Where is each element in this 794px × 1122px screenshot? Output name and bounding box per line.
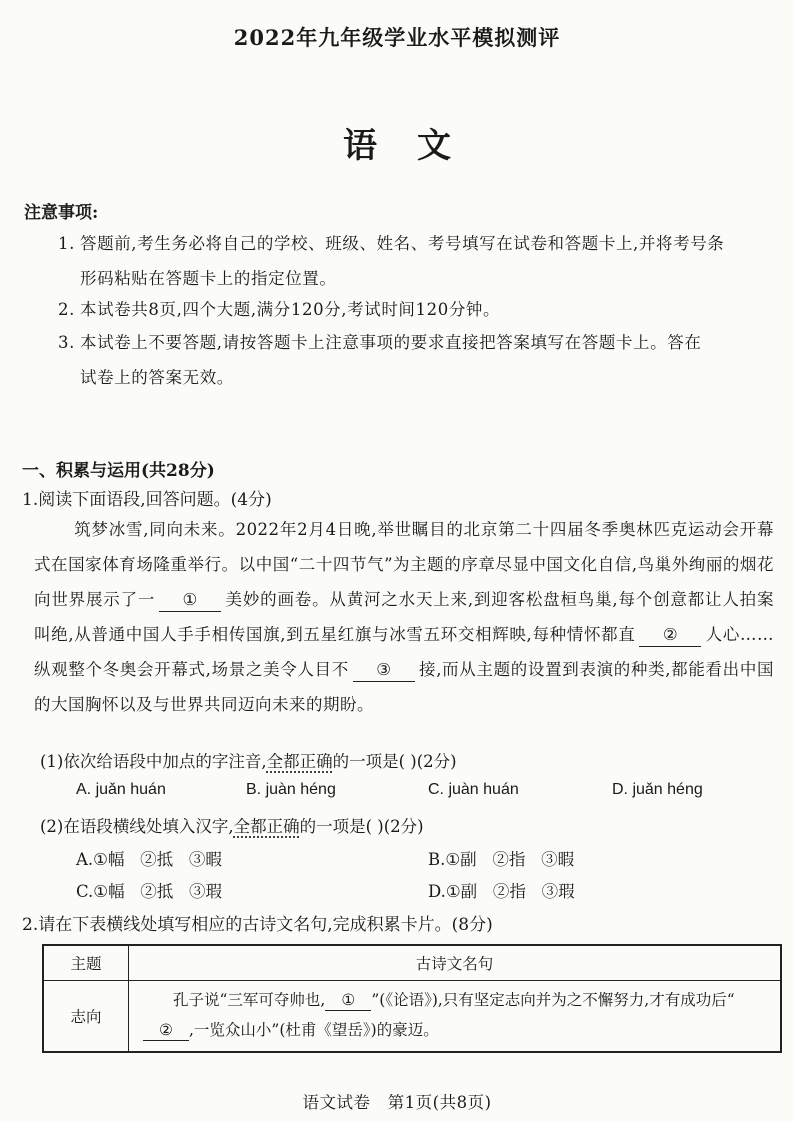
subquestion-text: 的一项是( )(2分) xyxy=(332,752,457,771)
emphasis-text: 全都正确 xyxy=(266,752,333,771)
note-text: 本试卷上不要答题,请按答题卡上注意事项的要求直接把答案填写在答题卡上。答在 xyxy=(80,333,702,352)
table-row xyxy=(43,981,781,1053)
passage-text: 人心……纵观整个冬奥会开幕式,场景之美令人目不 xyxy=(34,625,774,679)
note-text-continued: 形码粘贴在答题卡上的指定位置。 xyxy=(80,269,337,288)
table-header-theme: 主题 xyxy=(43,945,129,981)
page-footer: 语文试卷 第1页(共8页) xyxy=(302,1093,492,1112)
subquestion-2 xyxy=(40,813,424,837)
exam-title: 2022年九年级学业水平模拟测评 xyxy=(233,25,561,50)
passage-text: 接,而从主题的设置到表演的种类,都能看出中国的大国胸怀以及与世界共同迈向未来的期盼。 xyxy=(34,660,774,714)
cell-text: 孔子说“三军可夺帅也, xyxy=(173,991,326,1009)
accumulation-card-table xyxy=(42,944,782,1053)
cell-text: ”(《论语》),只有坚定志向并为之不懈努力,才有成功后“ xyxy=(371,991,735,1009)
section-heading: 一、积累与运用(共28分) xyxy=(22,461,215,481)
note-number: 1. xyxy=(58,234,75,253)
note-item-1 xyxy=(58,226,776,296)
subquestion-text: (1)依次给语段中加点的字注音, xyxy=(40,752,267,771)
blank-2[interactable]: ② xyxy=(639,624,701,647)
table-blank-1[interactable]: ① xyxy=(325,990,371,1011)
option-c[interactable]: C. juàn huán xyxy=(428,781,519,798)
note-text: 答题前,考生务必将自己的学校、班级、姓名、考号填写在试卷和答题卡上,并将考号条 xyxy=(80,234,725,253)
table-header-quotes: 古诗文名句 xyxy=(129,945,782,981)
option-c[interactable]: C.①幅 ②抵 ③瑕 xyxy=(76,882,223,901)
table-cell-theme: 志向 xyxy=(43,981,129,1053)
question-1-prompt: 1.阅读下面语段,回答问题。(4分) xyxy=(22,490,272,510)
option-b[interactable]: B. juàn héng xyxy=(246,781,336,798)
emphasis-text: 全都正确 xyxy=(233,817,300,836)
table-header-row xyxy=(43,945,781,981)
blank-3[interactable]: ③ xyxy=(353,659,415,682)
passage-text: 筑梦冰雪,同向未来。2022年2月4日晚,举世瞩目的北京第二十四届冬季奥林匹克运动会开幕式在国家体育场隆重举行。以中国“二十四节气”为主题的序章尽显中国文化自信,鸟巢外绚丽的烟花向世界展示了一 xyxy=(34,520,774,609)
subquestion-text: (2)在语段横线处填入汉字, xyxy=(40,817,234,836)
question-2-prompt: 2.请在下表横线处填写相应的古诗文名句,完成积累卡片。(8分) xyxy=(22,915,493,935)
subquestion-1 xyxy=(40,748,457,772)
note-item-2 xyxy=(58,292,776,327)
passage-text: 美妙的画卷。从黄河之水天上来,到迎客松盘桓鸟巢,每个创意都让人拍案叫绝,从普通中国人手手相传国旗,到五星红旗与冰雪五环交相辉映,每种情怀都直 xyxy=(34,590,774,644)
subject-title: 语文 xyxy=(343,126,491,166)
note-text-continued: 试卷上的答案无效。 xyxy=(80,368,234,387)
cell-text: ,一览众山小”(杜甫《望岳》)的豪迈。 xyxy=(189,1021,439,1039)
option-d[interactable]: D.①副 ②指 ③瑕 xyxy=(428,882,575,901)
question-1-passage xyxy=(34,512,774,722)
option-a[interactable]: A.①幅 ②抵 ③暇 xyxy=(76,850,222,869)
note-number: 2. xyxy=(58,300,75,319)
table-blank-2[interactable]: ② xyxy=(143,1020,189,1041)
option-a[interactable]: A. juǎn huán xyxy=(76,781,166,798)
subquestion-text: 的一项是( )(2分) xyxy=(299,817,424,836)
table-cell-content xyxy=(129,981,782,1053)
notes-heading: 注意事项: xyxy=(24,203,99,223)
note-item-3 xyxy=(58,325,776,395)
option-d[interactable]: D. juǎn héng xyxy=(612,781,703,798)
blank-1[interactable]: ① xyxy=(159,589,221,612)
note-number: 3. xyxy=(58,333,75,352)
note-text: 本试卷共8页,四个大题,满分120分,考试时间120分钟。 xyxy=(80,300,501,319)
option-b[interactable]: B.①副 ②指 ③暇 xyxy=(428,850,575,869)
